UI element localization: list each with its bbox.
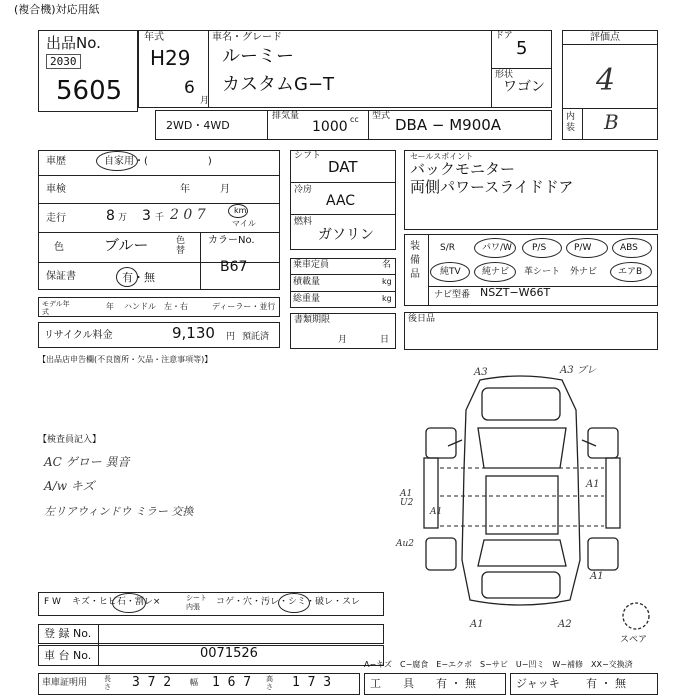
load-unit: kg bbox=[382, 277, 392, 286]
damage-legend: A−キズ C−腐食 E−エクボ S−サビ U−凹ミ W−補修 XX−交換済 bbox=[364, 660, 633, 669]
equip-abs: ABS bbox=[620, 243, 638, 253]
circle-abs bbox=[612, 238, 652, 258]
equip-airbag: エアB bbox=[618, 267, 643, 277]
lot-small-number: 2030 bbox=[46, 54, 81, 69]
declaration-label: 【出品店申告欄(不良箇所・欠品・注意事項等)】 bbox=[38, 355, 213, 364]
interior-value: B bbox=[604, 110, 619, 134]
shape-label: 形状 bbox=[495, 70, 514, 80]
circle-fw-stone bbox=[112, 593, 146, 613]
model-year-unit: 年 bbox=[106, 302, 114, 311]
circle-navi bbox=[474, 262, 516, 282]
model-code-label: 型式 bbox=[372, 111, 391, 121]
chassis-value: 0071526 bbox=[200, 646, 258, 661]
circle-pw bbox=[566, 238, 608, 258]
equip-leather: 革シート bbox=[524, 267, 561, 277]
mark-au2-left-rear: Au2 bbox=[396, 539, 415, 549]
recycle-value: 9,130 bbox=[172, 324, 215, 342]
inspector-note-1: AC ゲロー 異音 bbox=[44, 455, 130, 469]
storage-label: 書類期限 bbox=[294, 315, 331, 325]
displacement-value: 1000 bbox=[312, 119, 348, 135]
month-unit: 月 bbox=[200, 96, 210, 106]
doors-value: 5 bbox=[516, 38, 528, 59]
navi-model-label: ナビ型番 bbox=[434, 290, 471, 300]
length-value: 3 7 2 bbox=[132, 675, 172, 690]
lot-number: 5605 bbox=[56, 76, 123, 106]
fuel-label: 燃料 bbox=[294, 217, 313, 227]
equip-pw: P/W bbox=[574, 243, 592, 253]
mileage-man: 8 bbox=[106, 208, 115, 224]
equip-tv: 純TV bbox=[440, 267, 461, 277]
year-label: 年式 bbox=[144, 32, 164, 43]
circle-private-use bbox=[96, 151, 138, 171]
spare-label: スペア bbox=[620, 635, 648, 645]
interior-label: 内装 bbox=[566, 112, 576, 133]
aircon-value: AAC bbox=[326, 193, 356, 209]
registration-label: 登 録 No. bbox=[44, 627, 92, 640]
mark-a1-rear: A1 bbox=[470, 619, 484, 630]
mileage-sen: 3 bbox=[142, 208, 151, 224]
model-label: 車名・グレード bbox=[212, 32, 282, 43]
history-value: 自家用・( ) bbox=[104, 156, 212, 167]
seat-label: シート内張 bbox=[186, 594, 207, 611]
mileage-label: 走行 bbox=[46, 213, 66, 224]
lot-label: 出品No. bbox=[46, 34, 101, 52]
shape-value: ワゴン bbox=[503, 79, 545, 95]
fw-label: F W bbox=[44, 597, 61, 607]
header-top-text: (複合機)対応用紙 bbox=[14, 3, 100, 16]
selling-points-label: セールスポイント bbox=[410, 152, 474, 161]
color-label: 色 bbox=[54, 242, 64, 253]
recycle-unit: 円 bbox=[226, 332, 236, 342]
rating-score: 4 bbox=[596, 63, 616, 98]
aircon-label: 冷房 bbox=[294, 185, 313, 195]
color-no-label: カラーNo. bbox=[208, 235, 255, 246]
recycle-label: リサイクル料金 bbox=[44, 330, 113, 341]
riders-label: 乗車定員 bbox=[293, 260, 330, 270]
height-label: 高さ bbox=[266, 675, 273, 691]
inspection-value: 年 月 bbox=[180, 184, 230, 195]
selling-point-1: バックモニター bbox=[410, 160, 516, 178]
shift-value: DAT bbox=[328, 158, 358, 176]
mark-a1-right-front: A1 bbox=[586, 479, 600, 490]
width-label: 幅 bbox=[190, 678, 198, 687]
doors-label: ドア bbox=[495, 31, 513, 41]
jack-value: 有 ・ 無 bbox=[586, 677, 626, 690]
model-year-label: モデル年式 bbox=[42, 300, 70, 316]
model-code-value: DBA − M900A bbox=[395, 116, 502, 134]
tools-label: 工 具 bbox=[370, 677, 414, 690]
load-label: 積載量 bbox=[293, 277, 321, 287]
color-no-value: B67 bbox=[220, 259, 248, 275]
mark-a1-right-rear: A1 bbox=[590, 571, 604, 582]
mark-a1-left: A1 bbox=[430, 507, 443, 517]
equip-navi: 純ナビ bbox=[482, 267, 510, 277]
circle-km bbox=[228, 204, 248, 218]
displacement-label: 排気量 bbox=[272, 111, 300, 121]
navi-model-value: NSZT−W66T bbox=[480, 286, 551, 299]
inspector-note-2: A/w キズ bbox=[44, 479, 95, 493]
weight-unit: kg bbox=[382, 294, 392, 303]
storage-day-unit: 日 bbox=[380, 335, 390, 345]
width-value: 1 6 7 bbox=[212, 675, 252, 690]
model-grade: カスタムG−T bbox=[222, 74, 335, 95]
selling-point-2: 両側パワースライドドア bbox=[410, 178, 574, 196]
man-unit: 万 bbox=[118, 213, 128, 223]
equip-power-window-a: パワ/W bbox=[482, 243, 512, 253]
weight-label: 総重量 bbox=[293, 294, 321, 304]
equip-ext-navi: 外ナビ bbox=[570, 267, 598, 277]
circle-pw-a bbox=[474, 238, 516, 258]
inspector-note-3: 左リアウィンドウ ミラー 交換 bbox=[44, 505, 194, 518]
equipment-label: 装備品 bbox=[410, 241, 420, 280]
equip-ps: P/S bbox=[532, 243, 547, 253]
mile-unit: マイル bbox=[232, 219, 256, 228]
chassis-label: 車 台 No. bbox=[44, 649, 92, 662]
circle-airbag bbox=[610, 262, 652, 282]
inspector-label: 【検査員記入】 bbox=[38, 435, 102, 445]
dimensions-label: 車庫証明用 bbox=[42, 678, 88, 688]
height-value: 1 7 3 bbox=[292, 675, 332, 690]
dealer-text: ディーラー・並行 bbox=[212, 302, 276, 311]
mileage-handwritten: 2 0 7 bbox=[170, 207, 206, 223]
riders-unit: 名 bbox=[382, 260, 392, 270]
mark-a1-u2-left: A1 U2 bbox=[400, 489, 414, 508]
seat-items: コゲ・穴・汚レ・シミ・破レ・スレ bbox=[216, 597, 361, 607]
inspection-label: 車検 bbox=[46, 184, 66, 195]
circle-ps bbox=[522, 238, 562, 258]
warranty-value: 有・無 bbox=[122, 271, 155, 284]
mark-a3-front-right: A3 ブレ bbox=[560, 365, 597, 376]
fw-items: キズ・ヒビ石・割レ× bbox=[72, 597, 161, 607]
color-value: ブルー bbox=[104, 236, 149, 254]
later-install-box bbox=[404, 312, 658, 350]
rating-label: 評価点 bbox=[590, 32, 620, 43]
mark-a3-front: A3 bbox=[474, 367, 488, 378]
fuel-value: ガソリン bbox=[318, 227, 374, 243]
length-label: 長さ bbox=[104, 675, 111, 691]
recycle-status: 預託済 bbox=[242, 332, 270, 342]
warranty-label: 保証書 bbox=[46, 271, 76, 282]
storage-month-unit: 月 bbox=[338, 335, 348, 345]
circle-tv bbox=[430, 262, 470, 282]
color-change-label: 色替 bbox=[176, 236, 186, 256]
equip-sr: S/R bbox=[440, 243, 455, 253]
jack-label: ジャッキ bbox=[516, 677, 560, 690]
km-unit: km bbox=[234, 206, 247, 215]
handle-text: ハンドル 左・右 bbox=[124, 302, 188, 311]
year-value: H29 bbox=[150, 46, 191, 70]
circle-warranty-yes bbox=[116, 267, 138, 287]
history-label: 車歴 bbox=[46, 156, 66, 167]
later-install-label: 後日品 bbox=[408, 314, 436, 324]
tools-value: 有 ・ 無 bbox=[436, 677, 476, 690]
sen-unit: 千 bbox=[155, 213, 165, 223]
circle-seat-dirt bbox=[278, 593, 310, 613]
drive-text: 2WD・4WD bbox=[166, 119, 230, 132]
month-value: 6 bbox=[184, 78, 195, 98]
shift-label: シフト bbox=[294, 151, 322, 161]
displacement-unit: cc bbox=[350, 115, 359, 124]
mark-a2-rear: A2 bbox=[558, 619, 572, 630]
model-name: ルーミー bbox=[222, 46, 294, 67]
